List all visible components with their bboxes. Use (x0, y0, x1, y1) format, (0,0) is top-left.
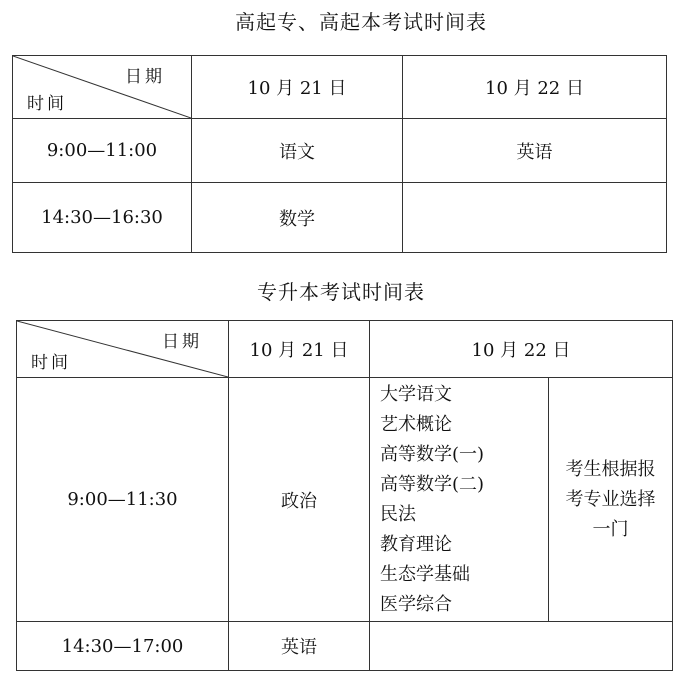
exam-schedule-table-2 (16, 320, 673, 671)
list-item: 艺术概论 (380, 413, 452, 435)
time-cell: 14:30—17:00 (17, 622, 229, 671)
exam-schedule-table-1 (12, 55, 667, 253)
note-line: 考生根据报 (565, 458, 656, 480)
list-item: 高等数学(二) (380, 473, 485, 495)
table-row (17, 622, 673, 671)
table-row (13, 183, 667, 253)
note-line: 考专业选择 (565, 488, 656, 510)
subject-cell (370, 622, 673, 671)
header-day2: 10 月 22 日 (403, 56, 667, 119)
subject-list-cell (370, 378, 549, 622)
header-day1: 10 月 21 日 (192, 56, 403, 119)
subject-cell: 英语 (229, 622, 370, 671)
header-time-label: 时间 (31, 353, 71, 373)
list-item: 医学综合 (380, 593, 452, 615)
selection-note-cell (549, 378, 673, 622)
header-day1: 10 月 21 日 (229, 321, 370, 378)
list-item: 民法 (380, 503, 416, 525)
subject-cell: 政治 (229, 378, 370, 622)
table-row (13, 119, 667, 183)
header-time-label: 时间 (27, 94, 67, 114)
subject-cell: 语文 (192, 119, 403, 183)
time-cell: 14:30—16:30 (13, 183, 192, 253)
diagonal-header-cell (13, 56, 192, 119)
subject-cell: 数学 (192, 183, 403, 253)
table-row (17, 378, 673, 622)
table1-title: 高起专、高起本考试时间表 (235, 10, 487, 34)
subject-cell: 英语 (403, 119, 667, 183)
list-item: 大学语文 (380, 383, 452, 405)
header-day2: 10 月 22 日 (370, 321, 673, 378)
note-line: 一门 (592, 518, 629, 540)
header-date-label: 日期 (162, 332, 202, 352)
list-item: 教育理论 (380, 533, 452, 555)
list-item: 生态学基础 (380, 563, 470, 585)
subject-cell (403, 183, 667, 253)
table2-title: 专升本考试时间表 (257, 280, 425, 304)
diagonal-header-cell (17, 321, 229, 378)
time-cell: 9:00—11:00 (13, 119, 192, 183)
list-item: 高等数学(一) (380, 443, 485, 465)
time-cell: 9:00—11:30 (17, 378, 229, 622)
header-date-label: 日期 (125, 67, 165, 87)
